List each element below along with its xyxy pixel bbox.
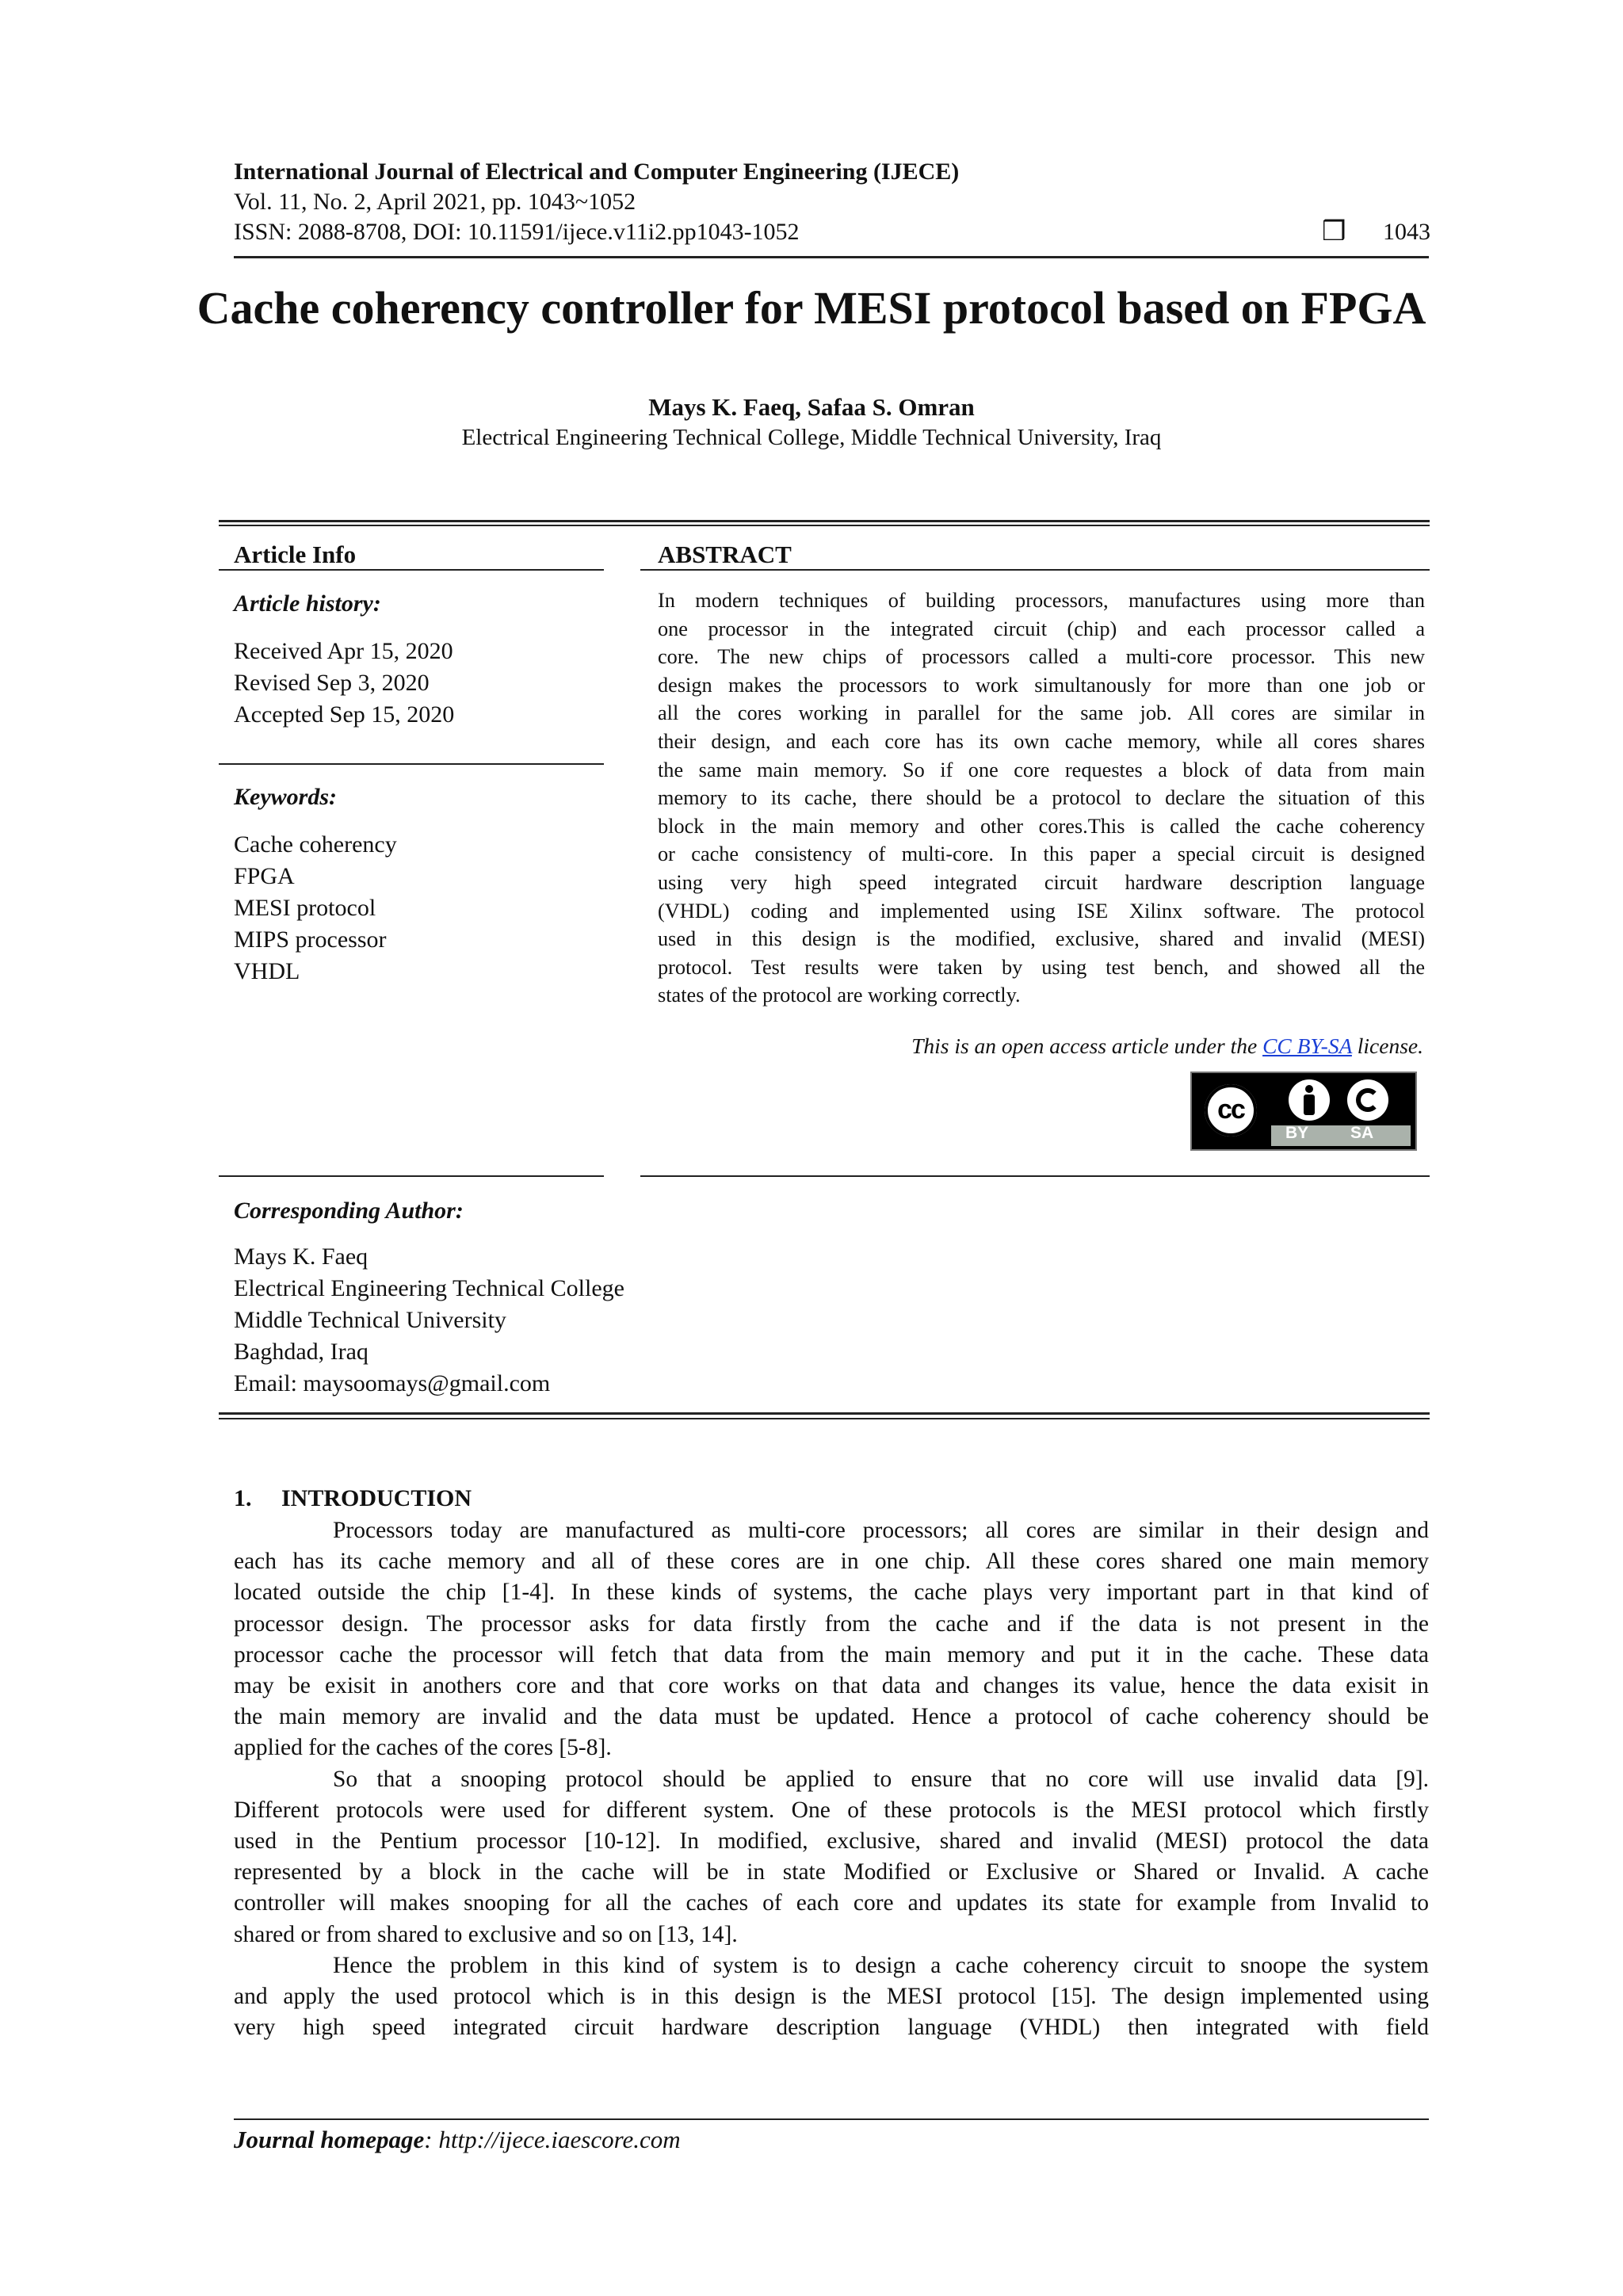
paper-title: Cache coherency controller for MESI protocol based on FPGA bbox=[197, 282, 1426, 334]
cc-by-sa-logo[interactable] bbox=[1190, 1072, 1417, 1151]
paragraph-line: used in the Pentium processor [10-12]. In modified, exclusive, shared and invalid (MESI) protocol the data bbox=[234, 1828, 1429, 1855]
paragraph-line: very high speed integrated circuit hardware description language (VHDL) then integrated with field bbox=[234, 2015, 1429, 2041]
abstract-line: protocol. Test results were taken by using test bench, and showed all the bbox=[658, 955, 1425, 979]
info-top-rule bbox=[219, 520, 1430, 522]
paragraph-line: Hence the problem in this kind of system is to design a cache coherency circuit to snoope the system bbox=[333, 1952, 1429, 1978]
abstract-line: states of the protocol are working correctly. bbox=[658, 984, 1021, 1007]
article-history-heading: Article history: bbox=[234, 590, 381, 617]
abstract-bottom-rule bbox=[640, 1175, 1430, 1177]
abstract-line: or cache consistency of multi-core. In this paper a special circuit is designed bbox=[658, 842, 1425, 866]
abstract-line: In modern techniques of building processors, manufactures using more than bbox=[658, 589, 1425, 612]
header-rule bbox=[234, 256, 1429, 258]
abstract-line: the same main memory. So if one core requestes a block of data from main bbox=[658, 758, 1425, 781]
footer bbox=[234, 2126, 681, 2154]
keyword: Cache coherency bbox=[234, 831, 397, 858]
abstract-line: block in the main memory and other cores.This is called the cache coherency bbox=[658, 814, 1425, 838]
info-bottom-rule bbox=[219, 1412, 1430, 1415]
history-revised: Revised Sep 3, 2020 bbox=[234, 670, 430, 696]
corresponding-line: Mays K. Faeq bbox=[234, 1244, 369, 1270]
corresponding-line: Baghdad, Iraq bbox=[234, 1339, 369, 1365]
abstract-line: one processor in the integrated circuit (chip) and each processor called a bbox=[658, 617, 1425, 640]
keywords-rule bbox=[219, 763, 604, 765]
affiliation: Electrical Engineering Technical College, Middle Technical University, Iraq bbox=[461, 425, 1162, 450]
abstract-rule bbox=[640, 569, 1430, 571]
abstract-line: design makes the processors to work simultanously for more than one job or bbox=[658, 673, 1425, 697]
paragraph-line: applied for the caches of the cores [5-8]. bbox=[234, 1735, 612, 1761]
paragraph-line: Processors today are manufactured as multi-core processors; all cores are similar in their design and bbox=[333, 1518, 1429, 1543]
keyword: FPGA bbox=[234, 863, 295, 889]
paragraph-line: located outside the chip [1-4]. In these kinds of systems, the cache plays very important part in that kind of bbox=[234, 1580, 1429, 1606]
info-bottom-rule-2 bbox=[219, 1418, 1430, 1419]
abstract-heading: ABSTRACT bbox=[658, 541, 792, 568]
abstract-line: (VHDL) coding and implemented using ISE Xilinx software. The protocol bbox=[658, 899, 1425, 923]
license-link[interactable]: CC BY-SA bbox=[1262, 1033, 1352, 1058]
corresponding-heading: Corresponding Author: bbox=[234, 1198, 464, 1224]
abstract-text bbox=[658, 586, 1425, 1010]
abstract-line: used in this design is the modified, exclusive, shared and invalid (MESI) bbox=[658, 927, 1425, 951]
cc-icon: cc bbox=[1201, 1081, 1260, 1140]
paragraph-line: Different protocols were used for different system. One of these protocols is the MESI protocol which firstly bbox=[234, 1797, 1429, 1823]
corresponding-email: Email: maysoomays@gmail.com bbox=[234, 1370, 551, 1396]
license-prefix: This is an open access article under the bbox=[911, 1033, 1263, 1058]
abstract-line: using very high speed integrated circuit hardware description language bbox=[658, 870, 1425, 894]
keyword: MESI protocol bbox=[234, 895, 376, 921]
by-label: BY bbox=[1285, 1124, 1309, 1142]
license-note bbox=[911, 1033, 1423, 1059]
paragraph-line: processor cache the processor will fetch that data from the main memory and put it in the cache. These data bbox=[234, 1641, 1429, 1668]
abstract-line: their design, and each core has its own cache memory, while all cores shares bbox=[658, 729, 1425, 753]
sa-share-icon bbox=[1347, 1079, 1388, 1121]
corresponding-line: Electrical Engineering Technical College bbox=[234, 1275, 624, 1301]
footer-url[interactable]: : http://ijece.iaescore.com bbox=[424, 2126, 681, 2153]
paragraph-line: So that a snooping protocol should be applied to ensure that no core will use invalid data [9]. bbox=[333, 1766, 1429, 1792]
history-received: Received Apr 15, 2020 bbox=[234, 638, 453, 664]
corresponding-rule bbox=[219, 1175, 604, 1177]
history-accepted: Accepted Sep 15, 2020 bbox=[234, 701, 455, 728]
paragraph-line: and apply the used protocol which is in this design is the MESI protocol [15]. The design implemented using bbox=[234, 1984, 1429, 2010]
abstract-line: core. The new chips of processors called a multi-core processor. This new bbox=[658, 645, 1425, 669]
abstract-line: memory to its cache, there should be a protocol to declare the situation of this bbox=[658, 786, 1425, 810]
abstract-line: all the cores working in parallel for the same job. All cores are similar in bbox=[658, 701, 1425, 725]
box-icon: ❒ bbox=[1322, 217, 1346, 246]
introduction-body bbox=[234, 1515, 1429, 2043]
corresponding-line: Middle Technical University bbox=[234, 1307, 506, 1333]
by-person-icon bbox=[1289, 1079, 1330, 1121]
info-top-rule-2 bbox=[219, 525, 1430, 526]
paragraph-line: the main memory are invalid and the data must be updated. Hence a protocol of cache coherency should be bbox=[234, 1704, 1429, 1730]
keyword: MIPS processor bbox=[234, 926, 387, 953]
paragraph-line: processor design. The processor asks for data firstly from the cache and if the data is not present in the bbox=[234, 1610, 1429, 1637]
authors: Mays K. Faeq, Safaa S. Omran bbox=[648, 393, 975, 421]
volume-info: Vol. 11, No. 2, April 2021, pp. 1043~1052 bbox=[234, 189, 636, 215]
footer-label: Journal homepage bbox=[234, 2126, 425, 2153]
paragraph-line: represented by a block in the cache will be in state Modified or Exclusive or Shared or Invalid. A cache bbox=[234, 1859, 1429, 1885]
footer-rule bbox=[234, 2118, 1429, 2120]
paragraph-line: controller will makes snooping for all the caches of each core and updates its state for example from Invalid to bbox=[234, 1890, 1429, 1916]
keyword: VHDL bbox=[234, 958, 300, 984]
keywords-heading: Keywords: bbox=[234, 784, 337, 810]
license-suffix: license. bbox=[1351, 1033, 1423, 1058]
issn-doi: ISSN: 2088-8708, DOI: 10.11591/ijece.v11i2.pp1043-1052 bbox=[234, 219, 800, 245]
article-info-heading: Article Info bbox=[234, 541, 357, 568]
journal-name: International Journal of Electrical and Computer Engineering (IJECE) bbox=[234, 159, 960, 185]
paragraph-line: shared or from shared to exclusive and so on [13, 14]. bbox=[234, 1921, 738, 1947]
paragraph-line: each has its cache memory and all of these cores are in one chip. All these cores shared one main memory bbox=[234, 1549, 1429, 1575]
page-number: 1043 bbox=[1383, 219, 1430, 245]
paragraph-line: may be exisit in anothers core and that core works on that data and changes its value, hence the data exisit in bbox=[234, 1673, 1429, 1699]
section-heading-introduction: 1. INTRODUCTION bbox=[234, 1485, 472, 1511]
article-info-rule bbox=[219, 569, 604, 571]
sa-label: SA bbox=[1350, 1124, 1374, 1142]
